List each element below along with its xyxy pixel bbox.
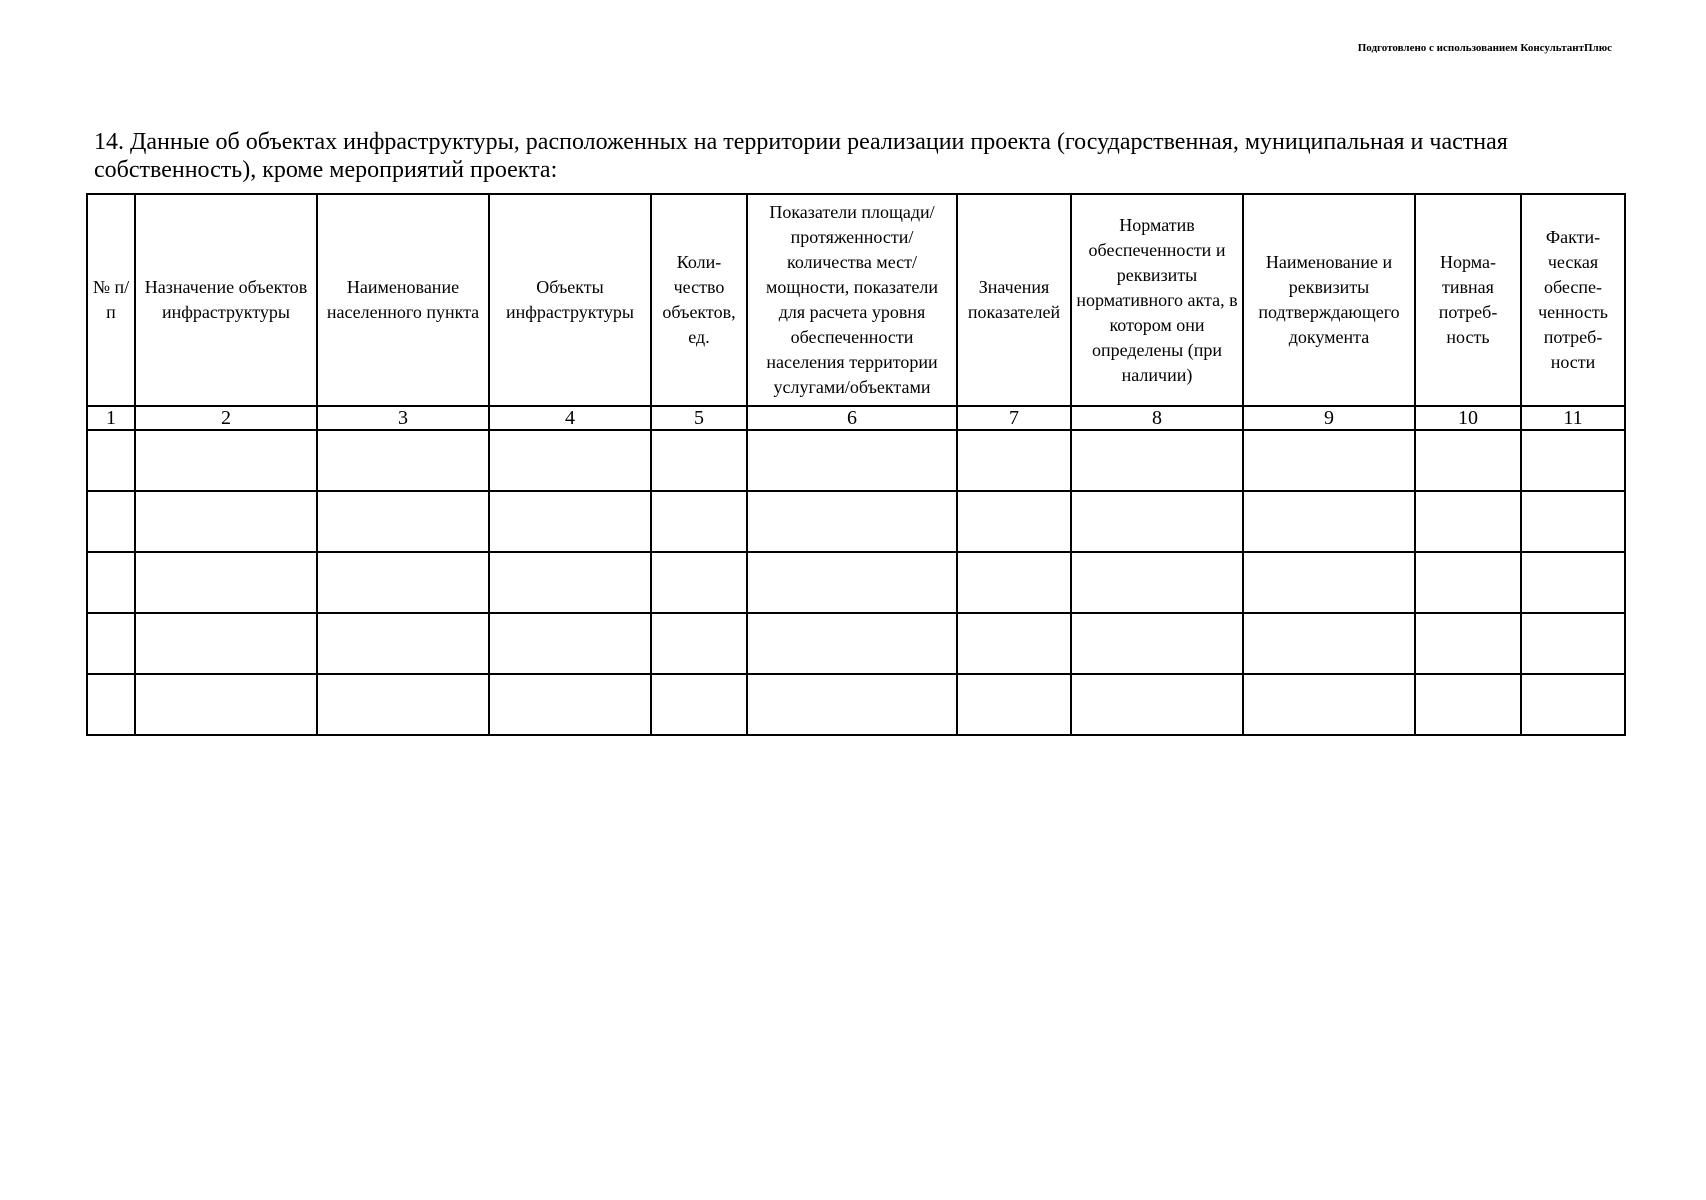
table-cell — [747, 613, 957, 674]
table-cell — [651, 491, 747, 552]
table-cell — [1071, 613, 1243, 674]
table-cell — [1521, 613, 1625, 674]
table-cell — [489, 552, 651, 613]
table-cell — [747, 430, 957, 491]
column-number-cell: 2 — [135, 406, 317, 430]
table-cell — [135, 491, 317, 552]
table-cell — [1071, 552, 1243, 613]
table-cell — [1071, 430, 1243, 491]
table-cell — [957, 613, 1071, 674]
table-cell — [489, 613, 651, 674]
table-cell — [957, 430, 1071, 491]
table-cell — [957, 552, 1071, 613]
table-cell — [1521, 674, 1625, 735]
table-cell — [1521, 491, 1625, 552]
column-number-row — [87, 406, 1625, 430]
table-cell — [1243, 491, 1415, 552]
table-cell — [489, 491, 651, 552]
header-note: Подготовлено с использованием КонсультантПлюс — [1357, 42, 1612, 54]
header-cell: Показатели площади/ протяженности/ количества мест/ мощности, показатели для расчета уровня обеспеченности населения территории услугами/объектами — [747, 194, 957, 406]
header-cell: Норматив обеспеченности и реквизиты нормативного акта, в котором они определены (при наличии) — [1071, 194, 1243, 406]
table-cell — [135, 613, 317, 674]
column-number-cell: 8 — [1071, 406, 1243, 430]
table-cell — [87, 613, 135, 674]
column-number-cell: 3 — [317, 406, 489, 430]
header-cell: Норма-тивная потреб-ность — [1415, 194, 1521, 406]
table-cell — [1521, 552, 1625, 613]
table-cell — [1243, 613, 1415, 674]
table-cell — [1415, 613, 1521, 674]
table-row — [87, 613, 1625, 674]
table-row — [87, 491, 1625, 552]
table-cell — [87, 430, 135, 491]
section-title: 14. Данные об объектах инфраструктуры, расположенных на территории реализации проекта (государственная, муниципальная и частная собственность), кроме мероприятий проекта: — [94, 129, 1508, 183]
table-cell — [1243, 552, 1415, 613]
infrastructure-table-wrapper — [86, 193, 1626, 736]
table-row — [87, 674, 1625, 735]
table-cell — [87, 491, 135, 552]
table-cell — [489, 430, 651, 491]
table-cell — [489, 674, 651, 735]
table-cell — [651, 674, 747, 735]
table-cell — [651, 613, 747, 674]
header-cell: Наименование населенного пункта — [317, 194, 489, 406]
table-cell — [747, 491, 957, 552]
table-row — [87, 552, 1625, 613]
header-cell: Значения показателей — [957, 194, 1071, 406]
table-cell — [317, 613, 489, 674]
column-number-cell: 6 — [747, 406, 957, 430]
header-cell: Объекты инфраструктуры — [489, 194, 651, 406]
table-cell — [651, 552, 747, 613]
column-number-cell: 10 — [1415, 406, 1521, 430]
table-cell — [87, 552, 135, 613]
table-cell — [135, 674, 317, 735]
table-cell — [317, 674, 489, 735]
table-cell — [651, 430, 747, 491]
table-cell — [1071, 674, 1243, 735]
header-cell: Назначение объектов инфраструктуры — [135, 194, 317, 406]
table-cell — [957, 674, 1071, 735]
header-cell: Коли-чество объектов, ед. — [651, 194, 747, 406]
table-cell — [135, 552, 317, 613]
column-number-cell: 9 — [1243, 406, 1415, 430]
column-number-cell: 7 — [957, 406, 1071, 430]
table-cell — [1521, 430, 1625, 491]
table-cell — [135, 430, 317, 491]
column-number-cell: 4 — [489, 406, 651, 430]
table-cell — [317, 552, 489, 613]
header-row — [87, 194, 1625, 406]
table-cell — [1415, 491, 1521, 552]
header-cell: № п/п — [87, 194, 135, 406]
column-number-cell: 5 — [651, 406, 747, 430]
column-number-cell: 1 — [87, 406, 135, 430]
table-cell — [317, 430, 489, 491]
table-cell — [1071, 491, 1243, 552]
header-cell: Факти-ческая обеспе-ченность потреб-ности — [1521, 194, 1625, 406]
table-cell — [747, 674, 957, 735]
infrastructure-table — [86, 193, 1626, 736]
table-cell — [1415, 552, 1521, 613]
table-cell — [747, 552, 957, 613]
table-cell — [317, 491, 489, 552]
column-number-cell: 11 — [1521, 406, 1625, 430]
header-cell: Наименование и реквизиты подтверждающего документа — [1243, 194, 1415, 406]
table-cell — [1243, 430, 1415, 491]
table-cell — [1415, 674, 1521, 735]
table-cell — [1243, 674, 1415, 735]
table-cell — [1415, 430, 1521, 491]
table-cell — [87, 674, 135, 735]
table-row — [87, 430, 1625, 491]
table-cell — [957, 491, 1071, 552]
